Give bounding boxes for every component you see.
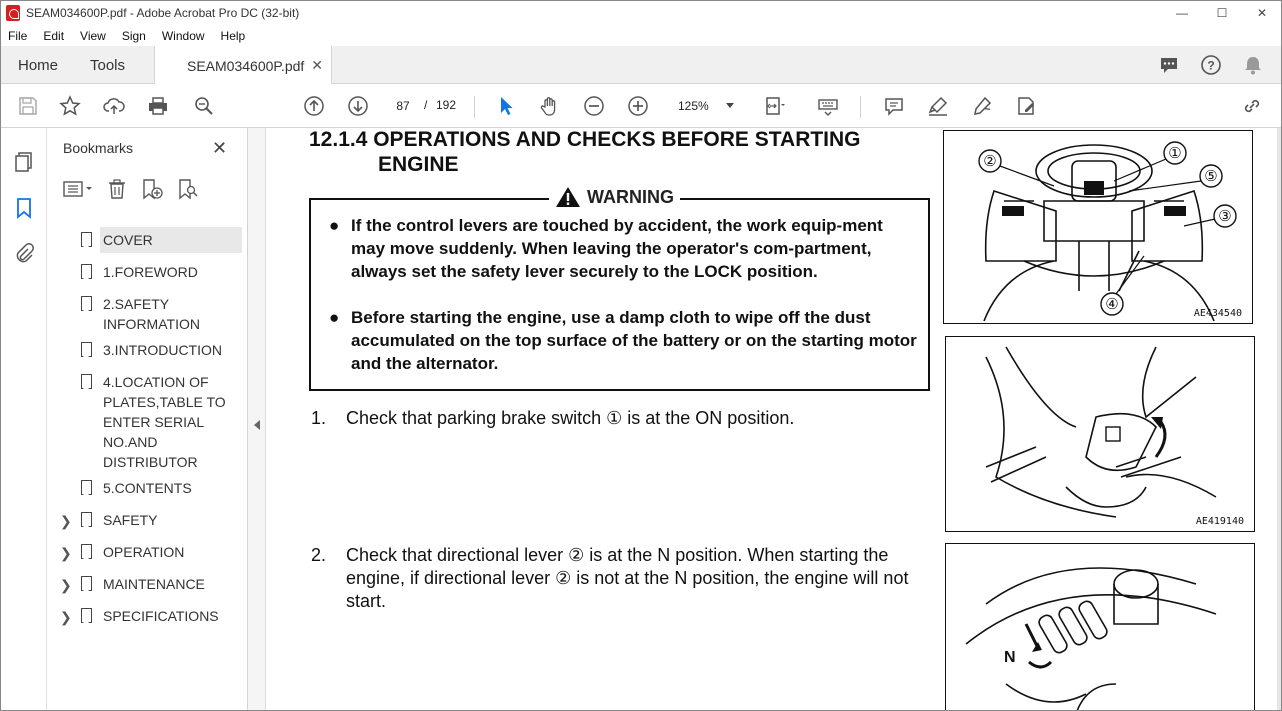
document-viewport[interactable] (267, 128, 1282, 711)
section-title: 12.1.4 OPERATIONS AND CHECKS BEFORE STARTING (309, 128, 861, 151)
previous-page-icon[interactable] (302, 94, 326, 118)
menu-view[interactable]: View (80, 29, 106, 43)
save-icon[interactable] (16, 94, 40, 118)
bookmark-icon (81, 342, 92, 357)
menu-file[interactable]: File (8, 29, 28, 43)
bookmark-label: 4.LOCATION OF PLATES,TABLE TO ENTER SERIAL NO.AND DISTRIBUTOR (103, 374, 226, 470)
directional-lever-illustration (946, 544, 1255, 711)
bullet: ● (329, 308, 340, 327)
attachment-paperclip-icon[interactable] (12, 242, 36, 266)
figure-directional-lever (945, 543, 1255, 711)
bookmark-label: SAFETY (103, 512, 158, 528)
maximize-button[interactable]: ☐ (1216, 6, 1228, 20)
bookmark-search-icon[interactable] (176, 178, 200, 205)
comment-bubble-icon[interactable] (1158, 54, 1180, 76)
bookmark-label: COVER (103, 232, 153, 248)
figure-cab-overview (943, 130, 1253, 324)
close-window-button[interactable]: ✕ (1256, 6, 1268, 20)
share-link-icon[interactable] (1240, 94, 1264, 118)
draw-sign-icon[interactable] (970, 94, 994, 118)
zoom-level-dropdown[interactable] (670, 95, 740, 117)
collapse-arrow-icon[interactable] (254, 420, 260, 430)
minimize-button[interactable]: — (1176, 6, 1188, 20)
page-total: 192 (436, 98, 457, 112)
chevron-down-icon (726, 103, 734, 108)
section-title-continued: ENGINE (378, 153, 459, 176)
bookmark-icon (81, 608, 92, 623)
delete-trash-icon[interactable] (106, 178, 128, 205)
options-menu-icon[interactable] (62, 178, 94, 205)
page-number-input[interactable]: 87 (396, 99, 410, 113)
chevron-right-icon[interactable]: ❯ (60, 513, 72, 529)
bookmark-label: 2.SAFETY INFORMATION (103, 296, 200, 332)
bookmark-label: 5.CONTENTS (103, 480, 192, 496)
tab-bar (0, 46, 1282, 84)
chevron-right-icon[interactable]: ❯ (60, 609, 72, 625)
fill-sign-icon[interactable] (1014, 94, 1038, 118)
bookmark-icon (81, 374, 92, 389)
warning-text: Before starting the engine, use a damp cloth to wipe off the dust accumulated on the top surface of the battery or on the starting motor and the alternator. (351, 308, 917, 373)
toolbar-divider (860, 96, 861, 118)
bookmarks-title: Bookmarks (63, 140, 134, 156)
warning-text: If the control levers are touched by accident, the work equip-ment may move suddenly. When leaving the operator's com-partment, always set the safety lever securely to the LOCK position. (351, 216, 883, 281)
menu-sign[interactable]: Sign (121, 29, 146, 43)
page-fit-icon[interactable] (762, 94, 786, 118)
comment-icon[interactable] (882, 94, 906, 118)
step-number: 1. (311, 408, 327, 428)
figure-code: AE434540 (1193, 308, 1242, 319)
figure-code: AE419140 (1195, 516, 1244, 527)
print-icon[interactable] (146, 94, 170, 118)
toolbar-divider (474, 96, 475, 118)
step-text: Check that directional lever ② is at the N position. When starting the engine, if directional lever ② is not at the N position, the engine will not start. (346, 545, 909, 611)
chevron-right-icon[interactable]: ❯ (60, 577, 72, 593)
bookmark-label: 3.INTRODUCTION (103, 342, 222, 358)
hand-tool-icon[interactable] (538, 94, 562, 118)
warning-box (309, 186, 930, 391)
menu-bar (0, 26, 1282, 46)
warning-triangle-icon (555, 186, 581, 208)
bookmark-icon (81, 544, 92, 559)
figure-parking-brake (945, 336, 1255, 532)
pdf-page (267, 128, 1277, 711)
step-text: Check that parking brake switch ① is at the ON position. (346, 408, 795, 428)
tab-close-icon[interactable]: ✕ (311, 57, 323, 73)
zoom-out-icon[interactable] (582, 94, 606, 118)
bookmark-icon (81, 576, 92, 591)
bookmark-label: SPECIFICATIONS (103, 608, 219, 624)
bell-icon[interactable] (1242, 54, 1264, 76)
warning-heading (549, 186, 680, 208)
svg-text:?: ? (1207, 58, 1215, 73)
bookmark-label: MAINTENANCE (103, 576, 205, 592)
callout-4: ④ (1105, 296, 1119, 313)
window-title: SEAM034600P.pdf - Adobe Acrobat Pro DC (32-bit) (26, 6, 300, 20)
bookmark-icon (81, 296, 92, 311)
bookmark-icon (81, 480, 92, 495)
zoom-level-value: 125% (678, 99, 709, 113)
pages-thumbnail-icon[interactable] (12, 150, 36, 174)
help-icon[interactable] (1200, 54, 1222, 76)
new-bookmark-icon[interactable] (140, 178, 164, 205)
callout-1: ① (1168, 145, 1182, 162)
page-separator: / (424, 98, 428, 112)
menu-help[interactable]: Help (220, 29, 246, 43)
next-page-icon[interactable] (346, 94, 370, 118)
cab-illustration (944, 131, 1253, 324)
bookmark-icon (81, 512, 92, 527)
bookmark-label: OPERATION (103, 544, 185, 560)
callout-2: ② (983, 153, 997, 170)
parking-brake-illustration (946, 337, 1255, 532)
main-toolbar (0, 84, 1282, 128)
tab-tools[interactable]: Tools (90, 56, 126, 74)
menu-window[interactable]: Window (161, 29, 205, 43)
tab-document-label: SEAM034600P.pdf (187, 57, 305, 74)
title-bar (0, 0, 1282, 26)
bookmark-label: 1.FOREWORD (103, 264, 198, 280)
warning-heading-text: WARNING (587, 186, 674, 207)
tab-document[interactable] (154, 46, 332, 85)
bookmark-icon (81, 264, 92, 279)
highlight-pen-icon[interactable] (926, 94, 950, 118)
upload-cloud-icon[interactable] (102, 94, 126, 118)
menu-edit[interactable]: Edit (43, 29, 65, 43)
star-icon[interactable] (58, 94, 82, 118)
bookmark-panel-icon[interactable] (12, 196, 36, 220)
step-number: 2. (311, 545, 327, 565)
chevron-right-icon[interactable]: ❯ (60, 545, 72, 561)
zoom-search-icon[interactable] (192, 94, 216, 118)
acrobat-icon (6, 5, 20, 21)
select-pointer-icon[interactable] (494, 94, 518, 118)
close-icon[interactable]: ✕ (212, 138, 228, 158)
bookmarks-panel (48, 128, 248, 711)
bookmarks-toolbar (62, 178, 200, 204)
navigation-rail (0, 128, 47, 711)
zoom-in-icon[interactable] (626, 94, 650, 118)
callout-5: ⑤ (1204, 168, 1218, 185)
tab-home[interactable]: Home (18, 56, 59, 74)
panel-splitter[interactable] (248, 128, 266, 711)
bookmark-icon (81, 232, 92, 247)
bullet: ● (329, 216, 340, 235)
callout-3: ③ (1218, 208, 1232, 225)
keyboard-icon[interactable] (816, 94, 840, 118)
lever-position-n: N (1004, 649, 1016, 666)
